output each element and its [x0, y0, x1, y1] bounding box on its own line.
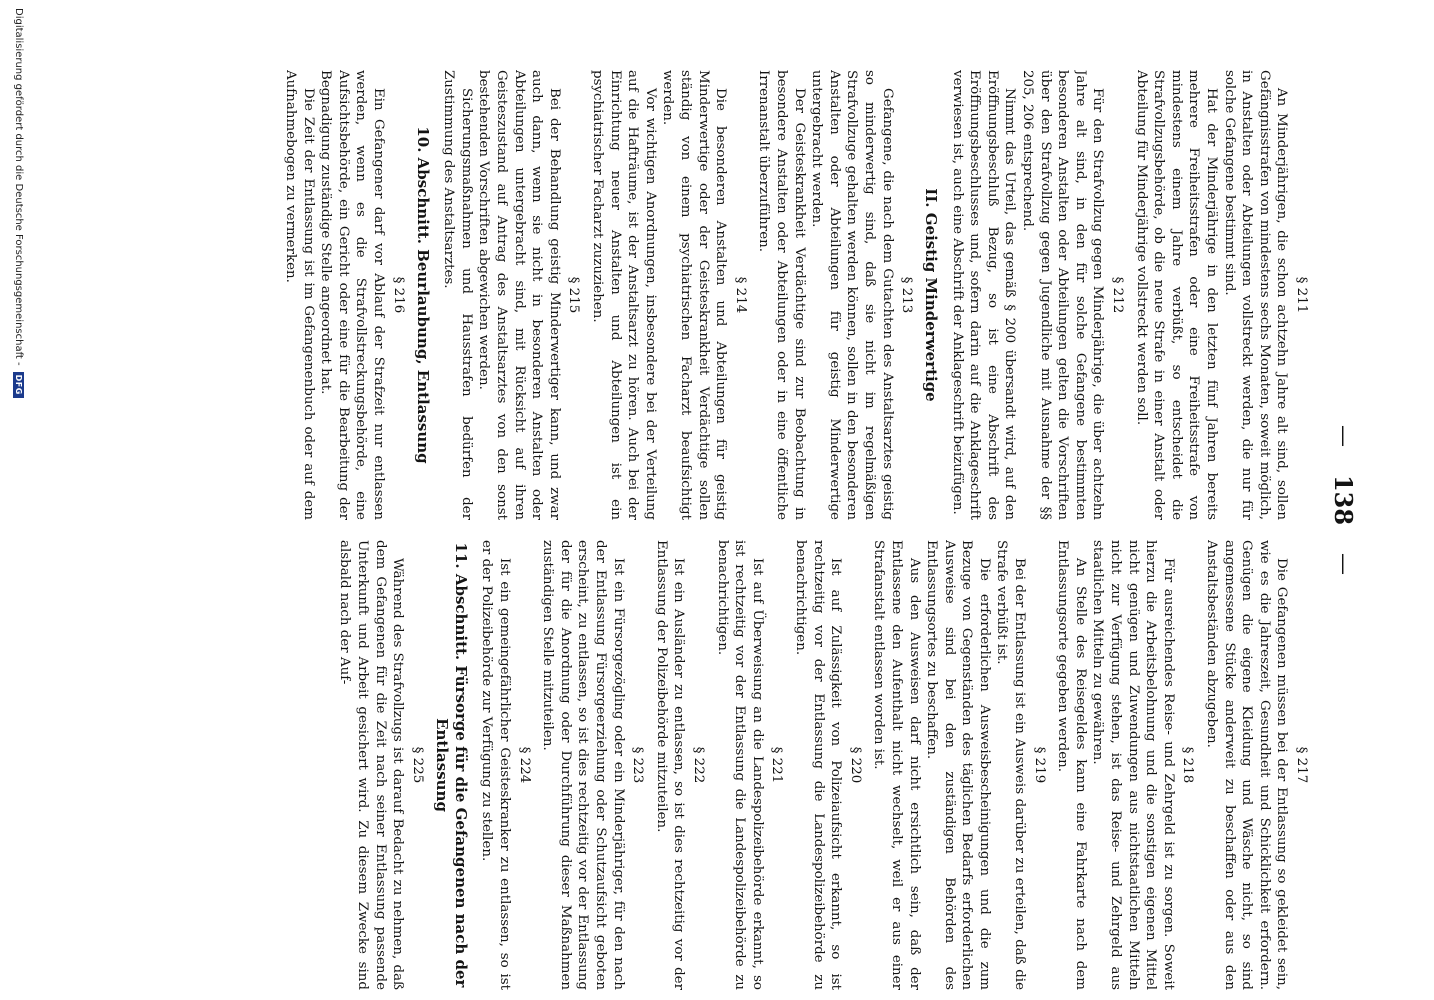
chapter-heading: 10. Abschnitt. Beurlaubung, Entlassung	[413, 126, 432, 464]
paragraph: An Stelle des Reisegeldes kann eine Fahrkarte nach dem Entlassungsorte gegeben werden.	[1055, 540, 1088, 990]
paragraph: Bei der Behandlung geistig Minderwertiger kann, und zwar auch dann, wenn sie nicht in besonderen Anstalten oder Abteilungen untergebracht sind, mit Rücksicht auf ihren Geisteszustand auf Antrag des Anstaltsarztes von den sonst bestehenden Vorschriften abgewichen werden.	[476, 70, 562, 520]
paragraph: Vor wichtigen Anordnungen, insbesondere bei der Verteilung auf die Hafträume, ist der Anstaltsarzt zu hören. Auch bei der Einrichtung neuer Anstalten und Abteilungen ist ein psychiatrischer Facharzt zuzuziehen.	[590, 70, 658, 520]
digitization-credit	[9, 8, 29, 988]
paragraph: Während des Strafvollzugs ist darauf Bedacht zu nehmen, daß dem Gefangenen für die Zeit nach seiner Entlassung passende Unterkunft und Arbeit gesichert wird. Zu diesem Zwecke sind alsbald nach der Auf-	[337, 540, 406, 990]
paragraph: Die besonderen Anstalten und Abteilungen für geistig Minderwertige oder der Geisteskrankheit Verdächtige sollen ständig von einem psychiatrischen Facharzt beaufsichtigt werden.	[660, 70, 729, 520]
section-number: § 214	[732, 276, 748, 314]
right-text-column	[126, 540, 1316, 990]
section-number: § 222	[691, 746, 706, 784]
paragraph: Die erforderlichen Ausweisbescheinigungen und die zum Bezuge von Gegenständen des täglichen Bedarfs erforderlichen Ausweise sind bei den zuständigen Behörden des Entlassungsortes zu beschaffen.	[924, 540, 992, 990]
credit-text: Digitalisierung gefördert durch die Deutsche Forschungsgemeinschaft -	[13, 8, 25, 366]
section-number: § 212	[1110, 276, 1126, 314]
paragraph: Aus den Ausweisen darf nicht ersichtlich sein, daß der Entlassene den Aufenthalt nicht wechselt, weil er aus einer Strafanstalt entlassen worden ist.	[871, 540, 922, 990]
section-number: § 219	[1031, 746, 1047, 784]
section-number: § 223	[630, 746, 646, 784]
left-text-column	[126, 70, 1316, 520]
header-dash-right: —	[1331, 553, 1357, 576]
chapter-heading: II. Geistig Minderwertige	[922, 188, 941, 402]
paragraph: Die Gefangenen müssen bei der Entlassung so gekleidet sein, wie es die Jahreszeit, Gesundheit und Schicklichkeit erfordern. Genügen die eigene Kleidung und Wäsche nicht, so sind angemessene Stücke anderweit zu beschaffen oder aus den Anstaltsbeständen abzugeben.	[1204, 540, 1290, 990]
section-number: § 211	[1294, 276, 1309, 314]
dfg-logo: DFG	[14, 372, 25, 398]
section-number: § 221	[769, 746, 785, 784]
paragraph: Für den Strafvollzug gegen Minderjährige, die über achtzehn Jahre alt sind, in den für solche Gefangene bestimmten besonderen Anstalten oder Abteilungen gelten die Vorschriften über den Strafvollzug gegen Jugendliche mit Ausnahme der §§ 205, 206 entsprechend.	[1020, 70, 1106, 520]
paragraph: Nimmt das Urteil, das gemäß § 200 übersandt wird, auf den Eröffnungsbeschluß Bezug, so ist eine Abschrift des Eröffnungsbeschlusses und, sofern darin auf die Anklageschrift verwiesen ist, auch eine Abschrift der Anklageschrift beizufügen.	[949, 70, 1018, 520]
paragraph: Für ausreichendes Reise- und Zehrgeld ist zu sorgen. Soweit hierzu die Arbeitsbelohnung und die sonstigen eigenen Mittel nicht genügen und Zuwendungen aus nichtstaatlichen Mitteln nicht zur Verfügung stehen, ist das Reise- und Zehrgeld aus staatlichen Mitteln zu gewähren.	[1090, 540, 1176, 990]
section-number: § 216	[390, 276, 406, 314]
paragraph: Ist ein Fürsorgezögling oder ein Minderjähriger, für den nach der Entlassung Fürsorgeerziehung oder Schutzaufsicht geboten erscheint, zu entlassen, so ist dies rechtzeitig vor der Entlassung der für die Anordnung oder Durchführung dieser Maßnahmen zuständigen Stelle mitzuteilen.	[540, 540, 626, 990]
paragraph: Der Geisteskrankheit Verdächtige sind zur Beobachtung in besondere Anstalten oder Abteilungen oder in eine öffentliche Irrenanstalt überzuführen.	[756, 70, 807, 520]
header-dash-left: —	[1331, 424, 1357, 447]
paragraph: Hat der Minderjährige in den letzten fünf Jahren bereits mehrere Freiheitsstrafen oder eine Freiheitsstrafe von mindestens einem Jahre verbüßt, so entscheidet die Strafvollzugsbehörde, ob die neue Strafe in einer Anstalt oder Abteilung für Minderjährige vollstreckt werden soll.	[1133, 70, 1220, 520]
section-number: § 225	[409, 746, 425, 784]
section-number: § 220	[847, 746, 863, 784]
paragraph: Ist auf Überweisung an die Landespolizeibehörde erkannt, so ist rechtzeitig vor der Entlassung die Landespolizeibehörde zu benachrichtigen.	[714, 540, 765, 990]
paragraph: Ist ein Ausländer zu entlassen, so ist dies rechtzeitig vor der Entlassung der Polizeibehörde mitzuteilen.	[653, 540, 687, 990]
section-number: § 218	[1180, 746, 1196, 784]
section-number: § 217	[1294, 746, 1309, 784]
paragraph: Die Zeit der Entlassung ist im Gefangenenbuch oder auf dem Aufnahmebogen zu vermerken.	[283, 70, 316, 520]
paragraph: Gefangene, die nach dem Gutachten des Anstaltsarztes geistig so minderwertig sind, daß sie nicht im regelmäßigen Strafvollzuge gehalten werden können, sollen in den besonderen Anstalten oder Abteilungen für geistig Minderwertige untergebracht werden.	[809, 70, 895, 520]
section-number: § 215	[566, 276, 582, 314]
paragraph: Sicherungsmaßnahmen und Hausstrafen bedürfen der Zustimmung des Anstaltsarztes.	[441, 70, 474, 520]
chapter-heading: 11. Abschnitt. Fürsorge für die Gefangenen nach der Entlassung	[432, 542, 470, 988]
paragraph: Ein Gefangener darf vor Ablauf der Strafzeit nur entlassen werden, wenn es die Strafvollstreckungsbehörde, eine Aufsichtsbehörde, ein Gericht oder eine für die Bearbeitung der Begnadigung zuständige Stelle angeordnet hat.	[318, 70, 387, 520]
page-number: 138	[1329, 474, 1359, 526]
paragraph: Ist auf Zulässigkeit von Polizeiaufsicht erkannt, so ist rechtzeitig vor der Entlassung die Landespolizeibehörde zu benachrichtigen.	[792, 540, 844, 990]
paragraph: Bei der Entlassung ist ein Ausweis darüber zu erteilen, daß die Strafe verbüßt ist.	[994, 540, 1028, 990]
paragraph: Ist ein gemeingefährlicher Geisteskranker zu entlassen, so ist er der Polizeibehörde zur Verfügung zu stellen.	[479, 540, 513, 990]
paragraph: An Minderjährigen, die schon achtzehn Jahre alt sind, sollen Gefängnisstrafen von mindestens sechs Monaten, soweit möglich, in Anstalten oder Abteilungen vollstreckt werden, die nur für solche Gefangene bestimmt sind.	[1221, 70, 1290, 520]
section-number: § 213	[899, 276, 915, 314]
page-header	[1324, 0, 1364, 1000]
section-number: § 224	[516, 746, 532, 784]
